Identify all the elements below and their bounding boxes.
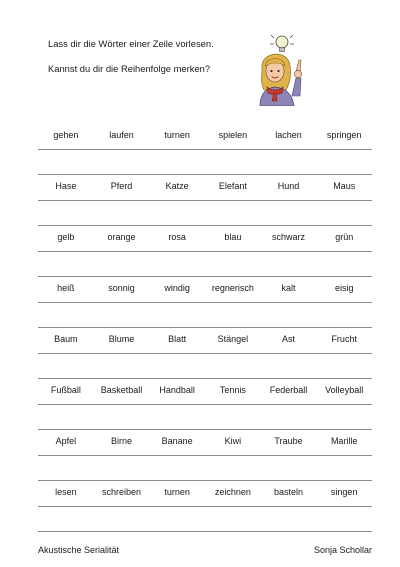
word-cell: lachen <box>275 130 302 140</box>
word-cell: springen <box>326 130 362 140</box>
word-cell: lesen <box>55 487 77 497</box>
word-cell: Federball <box>269 385 308 395</box>
writing-line <box>38 506 372 507</box>
word-cell: gelb <box>57 232 75 242</box>
word-cell: Hund <box>277 181 300 191</box>
writing-line <box>38 149 372 150</box>
word-cell: grün <box>335 232 354 242</box>
word-cell: schreiben <box>101 487 142 497</box>
word-cell: zeichnen <box>214 487 251 497</box>
word-row <box>38 328 372 379</box>
writing-line <box>38 531 372 532</box>
word-row-cells <box>38 124 372 146</box>
writing-line <box>38 200 372 201</box>
word-cell: eisig <box>334 283 354 293</box>
word-cell: Basketball <box>100 385 143 395</box>
word-cell: schwarz <box>272 232 306 242</box>
word-row-cells <box>38 430 372 452</box>
word-cell: Frucht <box>331 334 357 344</box>
word-cell: heiß <box>57 283 75 293</box>
word-row-cells <box>38 175 372 197</box>
writing-line <box>38 302 372 303</box>
word-row-cells <box>38 226 372 248</box>
word-cell: Katze <box>165 181 189 191</box>
writing-line <box>38 455 372 456</box>
footer-title: Akustische Serialität <box>38 545 120 555</box>
word-cell: Baum <box>54 334 78 344</box>
instruction-line-1: Lass dir die Wörter einer Zeile vorlesen. <box>48 38 214 49</box>
word-cell: Blume <box>108 334 135 344</box>
word-cell: rosa <box>168 232 186 242</box>
word-cell: Fußball <box>50 385 81 395</box>
writing-line <box>38 251 372 252</box>
word-cell: Kiwi <box>224 436 242 446</box>
word-row <box>38 379 372 430</box>
word-cell: Hase <box>55 181 77 191</box>
word-row <box>38 124 372 175</box>
word-cell: Maus <box>333 181 356 191</box>
word-cell: singen <box>330 487 358 497</box>
word-cell: sonnig <box>108 283 135 293</box>
footer-author: Sonja Schollar <box>313 545 372 555</box>
word-cell: Birne <box>111 436 133 446</box>
word-cell: gehen <box>53 130 79 140</box>
word-cell: Handball <box>159 385 195 395</box>
word-row <box>38 226 372 277</box>
word-cell: Marille <box>330 436 358 446</box>
word-cell: Elefant <box>218 181 247 191</box>
word-cell: turnen <box>164 487 190 497</box>
word-row <box>38 481 372 532</box>
word-cell: windig <box>164 283 190 293</box>
word-cell: Blatt <box>168 334 187 344</box>
word-cell: Ast <box>282 334 296 344</box>
word-row-cells <box>38 328 372 350</box>
writing-line <box>38 353 372 354</box>
word-cell: kalt <box>281 283 296 293</box>
word-cell: Apfel <box>55 436 77 446</box>
page-footer <box>38 545 372 555</box>
word-cell: blau <box>224 232 242 242</box>
word-cell: Pferd <box>110 181 133 191</box>
word-cell: orange <box>107 232 136 242</box>
word-row <box>38 175 372 226</box>
instructions <box>48 38 248 75</box>
word-cell: laufen <box>109 130 134 140</box>
word-row-cells <box>38 481 372 503</box>
girl-with-lightbulb-illustration <box>252 34 312 106</box>
word-cell: regnerisch <box>211 283 254 293</box>
word-cell: Stängel <box>217 334 249 344</box>
word-row-cells <box>38 379 372 401</box>
word-cell: spielen <box>218 130 248 140</box>
word-row-cells <box>38 277 372 299</box>
word-table <box>38 124 372 532</box>
word-row <box>38 430 372 481</box>
word-row <box>38 277 372 328</box>
girl-with-lightbulb-icon <box>252 34 312 106</box>
instruction-line-2: Kannst du dir die Reihenfolge merken? <box>48 63 211 74</box>
word-cell: Volleyball <box>325 385 364 395</box>
word-cell: Traube <box>274 436 303 446</box>
word-cell: turnen <box>164 130 190 140</box>
word-cell: Banane <box>161 436 193 446</box>
word-cell: basteln <box>274 487 304 497</box>
word-cell: Tennis <box>219 385 246 395</box>
writing-line <box>38 404 372 405</box>
